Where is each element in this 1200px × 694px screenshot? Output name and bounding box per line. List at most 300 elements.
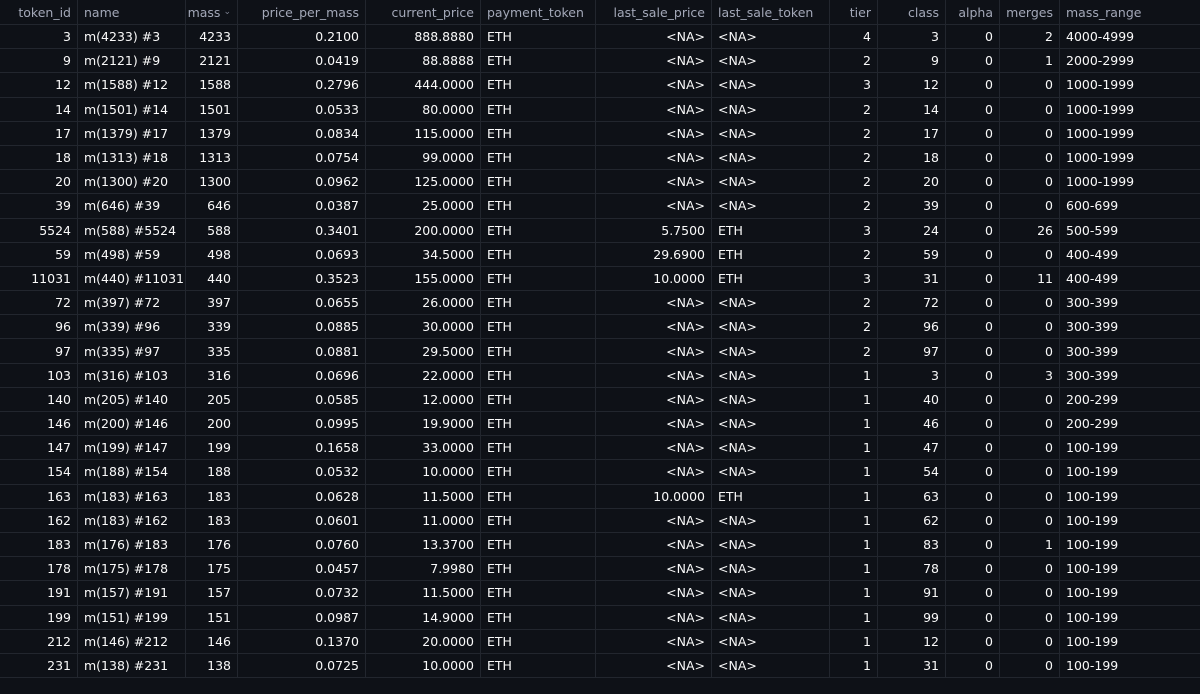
cell-payment-token[interactable]: ETH [481,146,596,169]
cell-class[interactable]: 63 [878,485,946,508]
cell-mass[interactable]: 183 [186,509,238,532]
cell-name[interactable]: m(1379) #17 [78,122,186,145]
cell-alpha[interactable]: 0 [946,630,1000,653]
cell-last-sale-token[interactable]: <NA> [712,122,830,145]
cell-alpha[interactable]: 0 [946,654,1000,677]
cell-token-id[interactable]: 5524 [0,219,78,242]
table-row[interactable] [0,49,1200,73]
cell-merges[interactable]: 0 [1000,557,1060,580]
cell-price-per-mass[interactable]: 0.3523 [238,267,366,290]
cell-mass[interactable]: 1588 [186,73,238,96]
cell-alpha[interactable]: 0 [946,339,1000,362]
cell-mass-range[interactable]: 1000-1999 [1066,150,1135,166]
cell-name[interactable]: m(175) #178 [78,557,186,580]
cell-last-sale-price[interactable]: <NA> [596,122,712,145]
column-header-alpha[interactable] [946,0,1000,24]
cell-mass[interactable]: 183 [186,485,238,508]
cell-class[interactable]: 20 [878,170,946,193]
table-row[interactable] [0,388,1200,412]
cell-merges[interactable]: 0 [1000,606,1060,629]
cell-price-per-mass[interactable]: 0.0628 [238,485,366,508]
cell-merges[interactable]: 0 [1000,339,1060,362]
cell-price-per-mass[interactable]: 0.0881 [238,339,366,362]
cell-alpha[interactable]: 0 [946,267,1000,290]
cell-last-sale-price[interactable]: <NA> [596,194,712,217]
cell-alpha[interactable]: 0 [946,25,1000,48]
cell-current-price[interactable]: 14.9000 [366,606,481,629]
cell-price-per-mass[interactable]: 0.0696 [238,364,366,387]
cell-tier[interactable]: 2 [830,49,878,72]
cell-last-sale-price[interactable]: <NA> [596,557,712,580]
cell-tier[interactable]: 2 [830,122,878,145]
cell-current-price[interactable]: 115.0000 [366,122,481,145]
cell-name[interactable]: m(199) #147 [78,436,186,459]
column-header-payment-token[interactable] [481,0,596,24]
table-row[interactable] [0,412,1200,436]
cell-last-sale-token[interactable]: ETH [712,485,830,508]
cell-last-sale-price[interactable]: <NA> [596,73,712,96]
sort-descending-icon[interactable]: ⌄ [223,7,231,17]
cell-name[interactable]: m(183) #162 [78,509,186,532]
cell-merges[interactable]: 1 [1000,533,1060,556]
cell-last-sale-price[interactable]: <NA> [596,436,712,459]
cell-name[interactable]: m(1588) #12 [78,73,186,96]
cell-mass-range[interactable]: 100-199 [1066,561,1119,577]
cell-class[interactable]: 12 [878,73,946,96]
cell-tier[interactable]: 1 [830,364,878,387]
cell-alpha[interactable]: 0 [946,194,1000,217]
cell-payment-token[interactable]: ETH [481,533,596,556]
cell-name[interactable]: m(316) #103 [78,364,186,387]
cell-token-id[interactable]: 103 [0,364,78,387]
column-header-last-sale-token[interactable] [712,0,830,24]
table-row[interactable] [0,291,1200,315]
cell-name[interactable]: m(176) #183 [78,533,186,556]
table-row[interactable] [0,581,1200,605]
cell-name[interactable]: m(1300) #20 [78,170,186,193]
cell-mass[interactable]: 2121 [186,49,238,72]
cell-last-sale-price[interactable]: <NA> [596,533,712,556]
cell-merges[interactable]: 0 [1000,146,1060,169]
cell-alpha[interactable]: 0 [946,388,1000,411]
cell-mass[interactable]: 200 [186,412,238,435]
cell-alpha[interactable]: 0 [946,509,1000,532]
cell-tier[interactable]: 2 [830,170,878,193]
cell-name[interactable]: m(188) #154 [78,460,186,483]
cell-price-per-mass[interactable]: 0.0387 [238,194,366,217]
cell-mass[interactable]: 1379 [186,122,238,145]
cell-mass[interactable]: 339 [186,315,238,338]
cell-token-id[interactable]: 14 [0,98,78,121]
cell-last-sale-price[interactable]: 29.6900 [596,243,712,266]
cell-price-per-mass[interactable]: 0.1658 [238,436,366,459]
cell-mass[interactable]: 146 [186,630,238,653]
cell-token-id[interactable]: 17 [0,122,78,145]
cell-last-sale-price[interactable]: <NA> [596,339,712,362]
cell-last-sale-price[interactable]: <NA> [596,630,712,653]
cell-class[interactable]: 12 [878,630,946,653]
cell-class[interactable]: 83 [878,533,946,556]
cell-last-sale-price[interactable]: <NA> [596,581,712,604]
cell-merges[interactable]: 0 [1000,243,1060,266]
table-row[interactable] [0,339,1200,363]
cell-payment-token[interactable]: ETH [481,194,596,217]
cell-payment-token[interactable]: ETH [481,412,596,435]
cell-payment-token[interactable]: ETH [481,436,596,459]
cell-last-sale-token[interactable]: <NA> [712,436,830,459]
column-header-current-price[interactable] [366,0,481,24]
cell-merges[interactable]: 0 [1000,122,1060,145]
cell-last-sale-token[interactable]: <NA> [712,460,830,483]
cell-tier[interactable]: 2 [830,194,878,217]
cell-tier[interactable]: 2 [830,315,878,338]
cell-payment-token[interactable]: ETH [481,315,596,338]
cell-tier[interactable]: 1 [830,485,878,508]
cell-token-id[interactable]: 11031 [0,267,78,290]
cell-price-per-mass[interactable]: 0.0601 [238,509,366,532]
cell-token-id[interactable]: 140 [0,388,78,411]
cell-class[interactable]: 46 [878,412,946,435]
cell-last-sale-price[interactable]: 10.0000 [596,485,712,508]
cell-current-price[interactable]: 88.8888 [366,49,481,72]
cell-name[interactable]: m(440) #11031 [78,267,186,290]
cell-price-per-mass[interactable]: 0.0732 [238,581,366,604]
cell-merges[interactable]: 0 [1000,460,1060,483]
cell-last-sale-token[interactable]: <NA> [712,49,830,72]
cell-tier[interactable]: 1 [830,606,878,629]
cell-price-per-mass[interactable]: 0.3401 [238,219,366,242]
cell-tier[interactable]: 4 [830,25,878,48]
cell-alpha[interactable]: 0 [946,122,1000,145]
cell-alpha[interactable]: 0 [946,436,1000,459]
cell-mass-range[interactable]: 100-199 [1066,464,1119,480]
cell-payment-token[interactable]: ETH [481,606,596,629]
cell-payment-token[interactable]: ETH [481,581,596,604]
cell-payment-token[interactable]: ETH [481,73,596,96]
cell-mass-range[interactable]: 2000-2999 [1066,53,1135,69]
table-row[interactable] [0,122,1200,146]
cell-last-sale-price[interactable]: <NA> [596,25,712,48]
cell-tier[interactable]: 1 [830,460,878,483]
cell-last-sale-price[interactable]: <NA> [596,509,712,532]
cell-last-sale-token[interactable]: <NA> [712,533,830,556]
cell-class[interactable]: 31 [878,267,946,290]
cell-name[interactable]: m(1501) #14 [78,98,186,121]
cell-token-id[interactable]: 9 [0,49,78,72]
table-row[interactable] [0,170,1200,194]
cell-payment-token[interactable]: ETH [481,485,596,508]
cell-name[interactable]: m(588) #5524 [78,219,186,242]
cell-mass-range[interactable]: 300-399 [1066,295,1119,311]
cell-name[interactable]: m(146) #212 [78,630,186,653]
cell-last-sale-token[interactable]: <NA> [712,339,830,362]
cell-merges[interactable]: 0 [1000,581,1060,604]
cell-price-per-mass[interactable]: 0.0585 [238,388,366,411]
cell-mass-range[interactable]: 4000-4999 [1066,29,1135,45]
table-row[interactable] [0,219,1200,243]
cell-current-price[interactable]: 125.0000 [366,170,481,193]
cell-mass-range[interactable]: 1000-1999 [1066,77,1135,93]
cell-class[interactable]: 17 [878,122,946,145]
cell-payment-token[interactable]: ETH [481,122,596,145]
cell-payment-token[interactable]: ETH [481,557,596,580]
cell-merges[interactable]: 0 [1000,436,1060,459]
cell-price-per-mass[interactable]: 0.0962 [238,170,366,193]
cell-class[interactable]: 18 [878,146,946,169]
table-row[interactable] [0,364,1200,388]
cell-last-sale-token[interactable]: <NA> [712,98,830,121]
cell-last-sale-price[interactable]: 10.0000 [596,267,712,290]
cell-payment-token[interactable]: ETH [481,243,596,266]
table-row[interactable] [0,25,1200,49]
cell-alpha[interactable]: 0 [946,581,1000,604]
cell-class[interactable]: 24 [878,219,946,242]
cell-class[interactable]: 78 [878,557,946,580]
cell-merges[interactable]: 0 [1000,630,1060,653]
cell-class[interactable]: 9 [878,49,946,72]
cell-alpha[interactable]: 0 [946,460,1000,483]
cell-merges[interactable]: 1 [1000,49,1060,72]
table-row[interactable] [0,630,1200,654]
cell-mass-range[interactable]: 1000-1999 [1066,101,1135,117]
cell-class[interactable]: 47 [878,436,946,459]
cell-mass[interactable]: 1501 [186,98,238,121]
cell-mass-range[interactable]: 1000-1999 [1066,174,1135,190]
cell-current-price[interactable]: 11.0000 [366,509,481,532]
cell-price-per-mass[interactable]: 0.0885 [238,315,366,338]
cell-mass[interactable]: 138 [186,654,238,677]
cell-last-sale-token[interactable]: <NA> [712,25,830,48]
cell-tier[interactable]: 3 [830,219,878,242]
cell-last-sale-price[interactable]: <NA> [596,460,712,483]
cell-class[interactable]: 3 [878,25,946,48]
cell-payment-token[interactable]: ETH [481,291,596,314]
cell-token-id[interactable]: 183 [0,533,78,556]
cell-last-sale-token[interactable]: <NA> [712,388,830,411]
cell-payment-token[interactable]: ETH [481,654,596,677]
cell-token-id[interactable]: 20 [0,170,78,193]
cell-name[interactable]: m(157) #191 [78,581,186,604]
cell-merges[interactable]: 0 [1000,485,1060,508]
table-row[interactable] [0,267,1200,291]
column-header-mass[interactable] [186,0,238,24]
cell-merges[interactable]: 0 [1000,315,1060,338]
cell-tier[interactable]: 1 [830,509,878,532]
cell-current-price[interactable]: 13.3700 [366,533,481,556]
table-row[interactable] [0,485,1200,509]
cell-class[interactable]: 40 [878,388,946,411]
cell-mass[interactable]: 4233 [186,25,238,48]
cell-payment-token[interactable]: ETH [481,460,596,483]
cell-alpha[interactable]: 0 [946,170,1000,193]
cell-tier[interactable]: 3 [830,267,878,290]
cell-payment-token[interactable]: ETH [481,267,596,290]
cell-merges[interactable]: 0 [1000,509,1060,532]
cell-mass-range[interactable]: 100-199 [1066,488,1119,504]
cell-token-id[interactable]: 3 [0,25,78,48]
cell-payment-token[interactable]: ETH [481,25,596,48]
cell-current-price[interactable]: 10.0000 [366,654,481,677]
cell-current-price[interactable]: 25.0000 [366,194,481,217]
cell-merges[interactable]: 0 [1000,194,1060,217]
cell-mass[interactable]: 151 [186,606,238,629]
cell-name[interactable]: m(4233) #3 [78,25,186,48]
cell-class[interactable]: 96 [878,315,946,338]
cell-mass-range[interactable]: 200-299 [1066,416,1119,432]
cell-payment-token[interactable]: ETH [481,364,596,387]
cell-last-sale-token[interactable]: <NA> [712,581,830,604]
cell-current-price[interactable]: 888.8880 [366,25,481,48]
cell-token-id[interactable]: 163 [0,485,78,508]
cell-mass-range[interactable]: 1000-1999 [1066,125,1135,141]
cell-tier[interactable]: 1 [830,533,878,556]
table-row[interactable] [0,557,1200,581]
cell-current-price[interactable]: 26.0000 [366,291,481,314]
cell-payment-token[interactable]: ETH [481,388,596,411]
cell-mass-range[interactable]: 600-699 [1066,198,1119,214]
cell-token-id[interactable]: 191 [0,581,78,604]
cell-last-sale-price[interactable]: <NA> [596,315,712,338]
cell-last-sale-token[interactable]: <NA> [712,146,830,169]
column-header-mass-range[interactable] [1060,0,1156,24]
cell-name[interactable]: m(1313) #18 [78,146,186,169]
cell-tier[interactable]: 1 [830,581,878,604]
cell-merges[interactable]: 0 [1000,73,1060,96]
cell-class[interactable]: 54 [878,460,946,483]
cell-merges[interactable]: 11 [1000,267,1060,290]
cell-payment-token[interactable]: ETH [481,170,596,193]
cell-payment-token[interactable]: ETH [481,509,596,532]
cell-name[interactable]: m(498) #59 [78,243,186,266]
cell-name[interactable]: m(183) #163 [78,485,186,508]
cell-mass[interactable]: 335 [186,339,238,362]
cell-last-sale-price[interactable]: 5.7500 [596,219,712,242]
cell-mass-range[interactable]: 400-499 [1066,246,1119,262]
cell-mass-range[interactable]: 300-399 [1066,367,1119,383]
cell-name[interactable]: m(339) #96 [78,315,186,338]
cell-mass-range[interactable]: 500-599 [1066,222,1119,238]
cell-token-id[interactable]: 18 [0,146,78,169]
cell-name[interactable]: m(397) #72 [78,291,186,314]
cell-tier[interactable]: 2 [830,339,878,362]
cell-alpha[interactable]: 0 [946,49,1000,72]
cell-tier[interactable]: 2 [830,98,878,121]
cell-current-price[interactable]: 34.5000 [366,243,481,266]
cell-last-sale-token[interactable]: <NA> [712,630,830,653]
cell-mass[interactable]: 205 [186,388,238,411]
table-row[interactable] [0,315,1200,339]
cell-payment-token[interactable]: ETH [481,630,596,653]
cell-class[interactable]: 59 [878,243,946,266]
table-row[interactable] [0,654,1200,678]
cell-price-per-mass[interactable]: 0.0995 [238,412,366,435]
cell-name[interactable]: m(138) #231 [78,654,186,677]
cell-class[interactable]: 62 [878,509,946,532]
column-header-class[interactable] [878,0,946,24]
cell-price-per-mass[interactable]: 0.0655 [238,291,366,314]
cell-last-sale-token[interactable]: ETH [712,267,830,290]
cell-current-price[interactable]: 444.0000 [366,73,481,96]
cell-mass[interactable]: 440 [186,267,238,290]
cell-alpha[interactable]: 0 [946,315,1000,338]
cell-name[interactable]: m(205) #140 [78,388,186,411]
cell-last-sale-price[interactable]: <NA> [596,170,712,193]
cell-token-id[interactable]: 154 [0,460,78,483]
cell-last-sale-token[interactable]: <NA> [712,364,830,387]
cell-last-sale-token[interactable]: <NA> [712,412,830,435]
cell-merges[interactable]: 0 [1000,388,1060,411]
cell-name[interactable]: m(646) #39 [78,194,186,217]
cell-mass[interactable]: 646 [186,194,238,217]
cell-current-price[interactable]: 155.0000 [366,267,481,290]
cell-last-sale-price[interactable]: <NA> [596,388,712,411]
cell-mass[interactable]: 1313 [186,146,238,169]
table-row[interactable] [0,509,1200,533]
cell-class[interactable]: 14 [878,98,946,121]
cell-price-per-mass[interactable]: 0.1370 [238,630,366,653]
cell-merges[interactable]: 2 [1000,25,1060,48]
cell-last-sale-token[interactable]: <NA> [712,606,830,629]
cell-last-sale-token[interactable]: <NA> [712,509,830,532]
cell-price-per-mass[interactable]: 0.0419 [238,49,366,72]
cell-mass-range[interactable]: 300-399 [1066,343,1119,359]
cell-current-price[interactable]: 11.5000 [366,581,481,604]
cell-current-price[interactable]: 19.9000 [366,412,481,435]
column-header-last-sale-price[interactable] [596,0,712,24]
cell-current-price[interactable]: 30.0000 [366,315,481,338]
cell-mass-range[interactable]: 100-199 [1066,440,1119,456]
cell-name[interactable]: m(335) #97 [78,339,186,362]
cell-tier[interactable]: 2 [830,243,878,266]
cell-last-sale-price[interactable]: <NA> [596,364,712,387]
cell-alpha[interactable]: 0 [946,73,1000,96]
column-header-price-per-mass[interactable] [238,0,366,24]
cell-token-id[interactable]: 96 [0,315,78,338]
cell-last-sale-token[interactable]: <NA> [712,170,830,193]
cell-price-per-mass[interactable]: 0.0725 [238,654,366,677]
cell-current-price[interactable]: 20.0000 [366,630,481,653]
table-row[interactable] [0,436,1200,460]
cell-name[interactable]: m(151) #199 [78,606,186,629]
cell-current-price[interactable]: 7.9980 [366,557,481,580]
cell-class[interactable]: 99 [878,606,946,629]
cell-mass[interactable]: 188 [186,460,238,483]
cell-name[interactable]: m(2121) #9 [78,49,186,72]
cell-current-price[interactable]: 22.0000 [366,364,481,387]
cell-mass[interactable]: 498 [186,243,238,266]
cell-mass[interactable]: 175 [186,557,238,580]
cell-mass[interactable]: 176 [186,533,238,556]
cell-current-price[interactable]: 10.0000 [366,460,481,483]
cell-name[interactable]: m(200) #146 [78,412,186,435]
cell-current-price[interactable]: 12.0000 [366,388,481,411]
cell-last-sale-token[interactable]: <NA> [712,194,830,217]
cell-alpha[interactable]: 0 [946,146,1000,169]
cell-mass[interactable]: 157 [186,581,238,604]
cell-class[interactable]: 31 [878,654,946,677]
cell-last-sale-price[interactable]: <NA> [596,412,712,435]
cell-tier[interactable]: 1 [830,436,878,459]
table-row[interactable] [0,606,1200,630]
cell-token-id[interactable]: 39 [0,194,78,217]
cell-token-id[interactable]: 72 [0,291,78,314]
table-row[interactable] [0,460,1200,484]
cell-alpha[interactable]: 0 [946,557,1000,580]
table-row[interactable] [0,73,1200,97]
table-row[interactable] [0,194,1200,218]
column-header-merges[interactable] [1000,0,1060,24]
cell-last-sale-price[interactable]: <NA> [596,606,712,629]
